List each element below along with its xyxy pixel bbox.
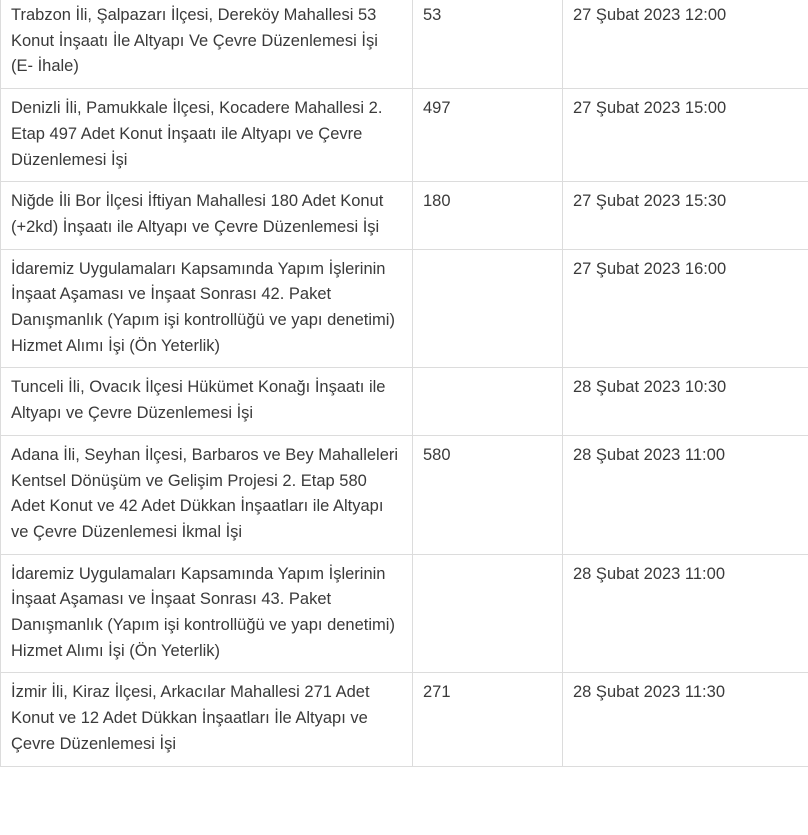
tender-date-cell: 28 Şubat 2023 11:00 [563, 435, 808, 554]
tender-name-cell: Tunceli İli, Ovacık İlçesi Hükümet Konağı İnşaatı ile Altyapı ve Çevre Düzenlemesi İşi [1, 368, 413, 435]
tender-date-cell: 28 Şubat 2023 10:30 [563, 368, 808, 435]
tender-date-cell: 28 Şubat 2023 11:30 [563, 673, 808, 766]
housing-count-cell [413, 554, 563, 673]
tender-name-cell: Trabzon İli, Şalpazarı İlçesi, Dereköy Mahallesi 53 Konut İnşaatı İle Altyapı Ve Çevre Düzenlemesi İşi (E- İhale) [1, 0, 413, 89]
tender-date-cell: 27 Şubat 2023 15:30 [563, 182, 808, 249]
table-row [1, 368, 808, 435]
table-row [1, 554, 808, 673]
tender-date-cell: 27 Şubat 2023 16:00 [563, 249, 808, 368]
housing-count-cell [413, 249, 563, 368]
tender-name-cell: İdaremiz Uygulamaları Kapsamında Yapım İşlerinin İnşaat Aşaması ve İnşaat Sonrası 42. Paket Danışmanlık (Yapım işi kontrollüğü ve yapı denetimi) Hizmet Alımı İşi (Ön Yeterlik) [1, 249, 413, 368]
tender-date-cell: 27 Şubat 2023 15:00 [563, 89, 808, 182]
tender-name-cell: İzmir İli, Kiraz İlçesi, Arkacılar Mahallesi 271 Adet Konut ve 12 Adet Dükkan İnşaatları İle Altyapı ve Çevre Düzenlemesi İşi [1, 673, 413, 766]
housing-count-cell [413, 368, 563, 435]
table-row [1, 89, 808, 182]
tender-name-cell: Niğde İli Bor İlçesi İftiyan Mahallesi 180 Adet Konut (+2kd) İnşaatı ile Altyapı ve Çevre Düzenlemesi İşi [1, 182, 413, 249]
housing-count-cell: 580 [413, 435, 563, 554]
tender-name-cell: Adana İli, Seyhan İlçesi, Barbaros ve Bey Mahalleleri Kentsel Dönüşüm ve Gelişim Projesi 2. Etap 580 Adet Konut ve 42 Adet Dükkan İnşaatları ile Altyapı ve Çevre Düzenlemesi İkmal İşi [1, 435, 413, 554]
tender-date-cell: 27 Şubat 2023 12:00 [563, 0, 808, 89]
housing-count-cell: 180 [413, 182, 563, 249]
tender-date-cell: 28 Şubat 2023 11:00 [563, 554, 808, 673]
tender-name-cell: İdaremiz Uygulamaları Kapsamında Yapım İşlerinin İnşaat Aşaması ve İnşaat Sonrası 43. Paket Danışmanlık (Yapım işi kontrollüğü ve yapı denetimi) Hizmet Alımı İşi (Ön Yeterlik) [1, 554, 413, 673]
housing-count-cell: 53 [413, 0, 563, 89]
table-row [1, 673, 808, 766]
table-row [1, 435, 808, 554]
tender-name-cell: Denizli İli, Pamukkale İlçesi, Kocadere Mahallesi 2. Etap 497 Adet Konut İnşaatı ile Altyapı ve Çevre Düzenlemesi İşi [1, 89, 413, 182]
table-row [1, 249, 808, 368]
housing-count-cell: 271 [413, 673, 563, 766]
table-row [1, 182, 808, 249]
table-row [1, 0, 808, 89]
housing-count-cell: 497 [413, 89, 563, 182]
